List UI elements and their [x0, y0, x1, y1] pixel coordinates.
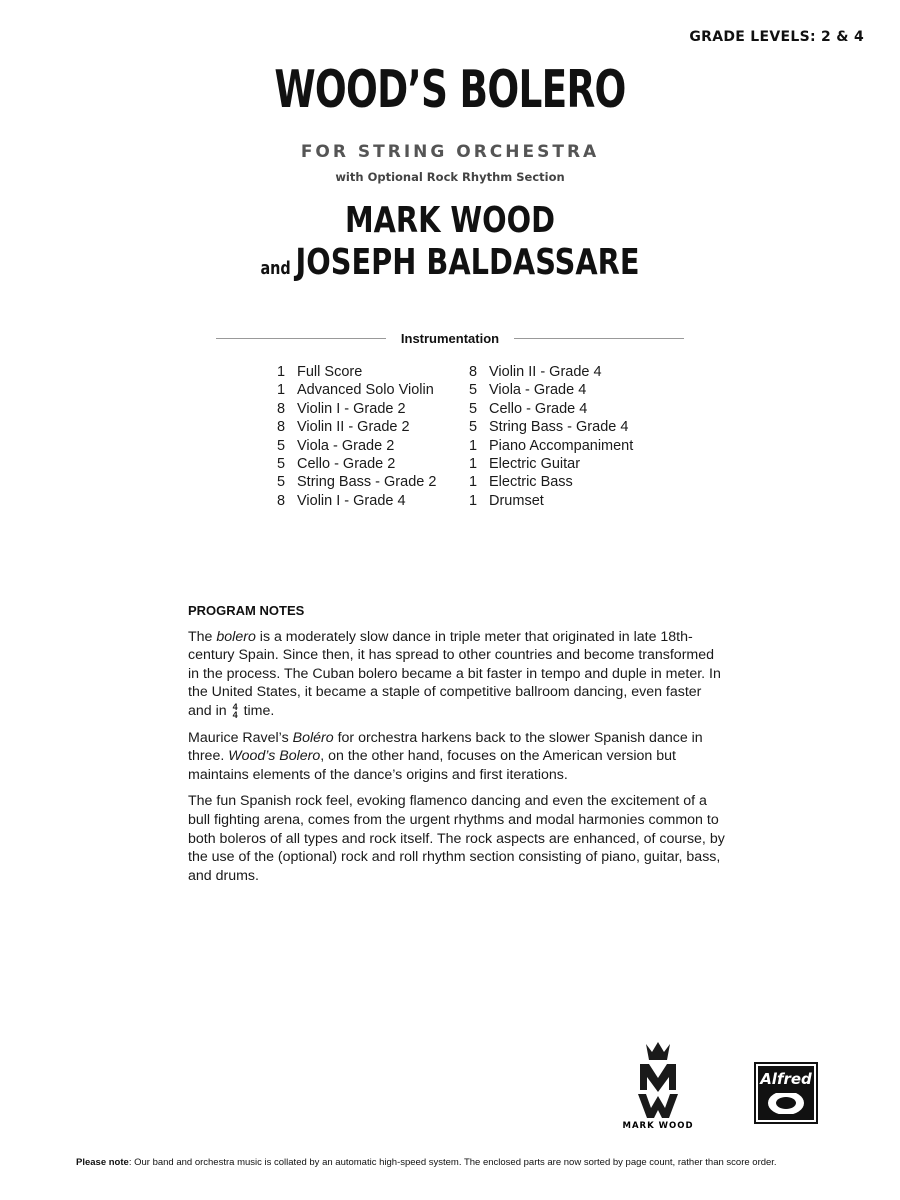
list-item	[469, 418, 633, 436]
instrumentation-label: Instrumentation	[400, 331, 500, 346]
composer-joseph-baldassare	[90, 240, 810, 292]
part-quantity: 5	[277, 456, 286, 473]
part-name: Violin I - Grade 4	[297, 492, 406, 509]
text-run: time.	[239, 702, 275, 719]
part-quantity: 5	[469, 419, 478, 436]
part-name: Violin I - Grade 2	[297, 400, 406, 417]
list-item	[277, 492, 436, 510]
italic-term: Boléro	[292, 729, 334, 746]
composer-mark-wood: MARK WOOD	[344, 200, 556, 241]
list-item	[469, 473, 633, 491]
time-signature	[233, 703, 238, 719]
part-name: Violin II - Grade 4	[489, 364, 602, 380]
program-notes	[188, 602, 728, 893]
part-name: Viola - Grade 2	[297, 437, 395, 454]
part-name: Viola - Grade 4	[489, 382, 587, 399]
time-signature-bottom: 4	[232, 710, 238, 721]
logo-staff-line	[760, 1091, 812, 1093]
footer-label: Please note	[76, 1157, 129, 1168]
part-quantity: 5	[469, 400, 478, 417]
part-quantity: 1	[469, 437, 478, 454]
logo-staff-line	[760, 1114, 812, 1116]
part-name: Cello - Grade 4	[489, 400, 588, 417]
part-name: Violin II - Grade 2	[297, 419, 410, 436]
list-item	[469, 492, 633, 510]
list-item	[277, 363, 436, 381]
logo-mark-wood-text: MARK WOOD	[622, 1121, 694, 1130]
list-item	[469, 437, 633, 455]
grade-levels: GRADE LEVELS: 2 & 4	[689, 29, 864, 45]
list-item	[469, 455, 633, 473]
program-notes-paragraph-2	[188, 729, 728, 785]
logo-note-hole	[776, 1097, 796, 1109]
text-run: for orchestra harkens back to the slower Spanish dance in three.	[188, 729, 703, 765]
text-run: Maurice Ravel’s	[188, 729, 293, 746]
list-item	[277, 473, 436, 491]
text-run: The	[188, 628, 217, 645]
footer-text: : Our band and orchestra music is collated by an automatic high-speed system. The enclosed parts are now sorted by page count, rather than score order.	[128, 1157, 777, 1168]
part-name: Full Score	[297, 364, 363, 380]
text-run: , on the other hand, focuses on the American version but maintains elements of the dance’s origins and first iterations.	[188, 748, 676, 783]
part-quantity: 8	[469, 364, 478, 380]
mark-wood-logo	[613, 1040, 703, 1130]
part-quantity: 8	[277, 492, 286, 509]
divider	[514, 338, 684, 339]
instrumentation-column-1	[277, 363, 436, 510]
list-item	[277, 381, 436, 399]
list-item	[277, 418, 436, 436]
footer-note	[76, 1157, 876, 1168]
logo-letter-w	[638, 1094, 678, 1118]
subtitle: FOR STRING ORCHESTRA	[300, 142, 600, 162]
time-signature-top: 4	[232, 702, 238, 713]
program-notes-paragraph-3: The fun Spanish rock feel, evoking flamenco dancing and even the excitement of a bull fighting arena, comes from the urgent rhythms and modal harmonies common to both boleros of all types and rock itself. The rock aspects are enhanced, of course, by the use of the (optional) rock and roll rhythm section consisting of piano, guitar, bass, and drums.	[188, 793, 725, 884]
list-item	[469, 400, 633, 418]
divider	[216, 338, 386, 339]
part-quantity: 5	[469, 382, 478, 399]
part-quantity: 1	[469, 474, 478, 491]
part-name: String Bass - Grade 2	[297, 474, 437, 491]
part-name: Electric Guitar	[489, 456, 581, 473]
italic-term: bolero	[216, 628, 256, 645]
part-quantity: 5	[277, 474, 286, 491]
list-item	[277, 437, 436, 455]
part-name: Drumset	[489, 492, 544, 509]
part-quantity: 1	[469, 456, 478, 473]
logo-crown	[646, 1042, 670, 1060]
page-title: WOOD’S BOLERO	[274, 60, 626, 120]
part-quantity: 1	[469, 492, 478, 509]
program-notes-paragraph-1	[188, 628, 728, 721]
instrumentation-column-2	[469, 363, 633, 510]
instrumentation-heading	[216, 331, 684, 346]
part-name: Advanced Solo Violin	[297, 382, 434, 399]
part-quantity: 1	[277, 364, 286, 380]
subtitle-optional-rhythm: with Optional Rock Rhythm Section	[335, 170, 565, 184]
part-quantity: 1	[277, 382, 286, 399]
list-item	[469, 381, 633, 399]
part-name: Cello - Grade 2	[297, 456, 396, 473]
composer-and: and	[260, 258, 291, 279]
part-quantity: 5	[277, 437, 286, 454]
part-quantity: 8	[277, 400, 286, 417]
composer-name: JOSEPH BALDASSARE	[295, 242, 640, 283]
logo-alfred-text: Alfred	[760, 1070, 812, 1088]
program-notes-heading: PROGRAM NOTES	[188, 603, 305, 618]
logo-letter-m	[640, 1064, 676, 1092]
alfred-logo	[754, 1062, 818, 1124]
part-quantity: 8	[277, 419, 286, 436]
part-name: Piano Accompaniment	[489, 437, 634, 454]
text-run: is a moderately slow dance in triple meter that originated in late 18th-century Spain. Since then, it has spread to other countries and become transformed in the process. The Cuban bolero became a bit faster in tempo and duple in meter. In the United States, it became a staple of competitive ballroom dancing, even faster and in	[188, 628, 721, 719]
italic-term: Wood’s Bolero	[228, 748, 321, 765]
list-item	[277, 400, 436, 418]
part-name: Electric Bass	[489, 474, 573, 491]
list-item	[469, 363, 633, 381]
part-name: String Bass - Grade 4	[489, 419, 629, 436]
list-item	[277, 455, 436, 473]
